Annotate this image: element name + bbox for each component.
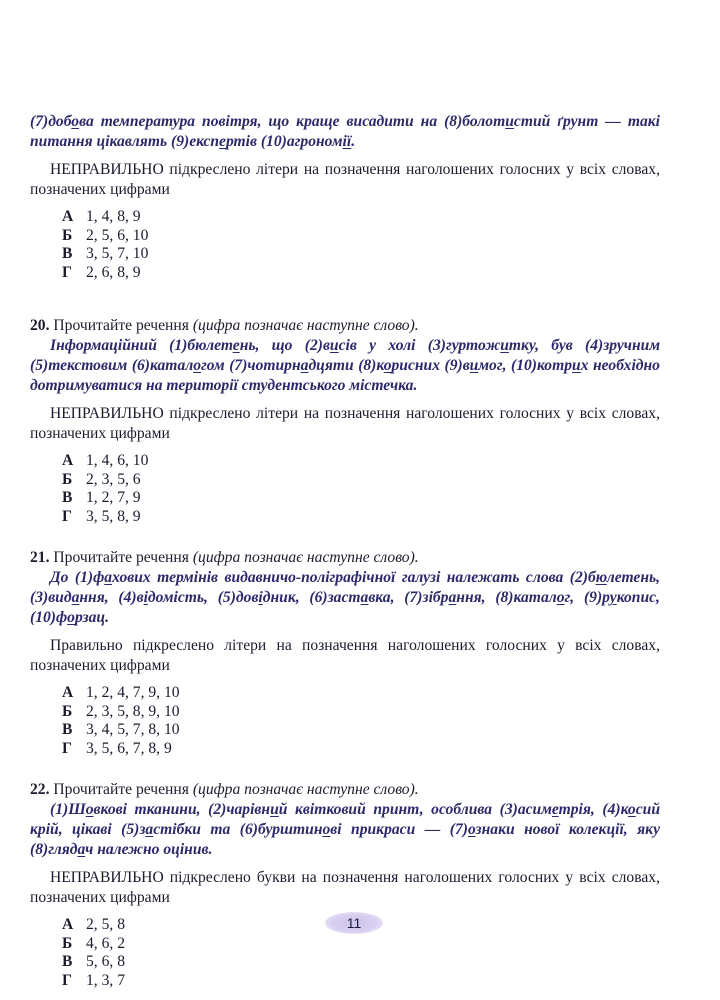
q22-question: НЕПРАВИЛЬНО підкреслено букви на позначення наголошених голосних у всіх словах, позначених цифрами (30, 869, 660, 906)
q21-intro-note: (цифра позначає наступне слово). (192, 549, 419, 566)
question-20 (30, 316, 660, 526)
q20-option-d[interactable]: Г 3, 5, 8, 9 (62, 507, 141, 525)
question-19 (30, 112, 660, 282)
q20-sentence: Інформаційний (1)бюлетень, що (2)висів у холі (3)гуртожитку, був (4)зручним (5)текстовим (6)каталогом (7)чотирнадцяти (8)корисних (9)вимог, (10)котрих необхідно дотримуватися на території студентського містечка. (30, 337, 660, 394)
q21-intro: Прочитайте речення (53, 549, 189, 566)
q19-option-a[interactable]: А 1, 4, 8, 9 (62, 208, 141, 225)
q22-intro: Прочитайте речення (53, 781, 189, 798)
q19-option-c[interactable]: В 3, 5, 7, 10 (62, 245, 149, 262)
q20-option-a[interactable]: А 1, 4, 6, 10 (62, 452, 149, 469)
q21-option-c[interactable]: В 3, 4, 5, 7, 8, 10 (62, 721, 180, 738)
q22-intro-note: (цифра позначає наступне слово). (192, 781, 419, 798)
q20-question: НЕПРАВИЛЬНО підкреслено літери на позначення наголошених голосних у всіх словах, позначених цифрами (30, 405, 660, 442)
q21-sentence: До (1)фахових термінів видавничо-поліграфічної галузі належать слова (2)бюлетень, (3)видання, (4)відомість, (5)довідник, (6)заставка, (7)зібрання, (8)каталог, (9)рукопис, (10)форзац. (30, 569, 660, 626)
q21-option-d[interactable]: Г 3, 5, 6, 7, 8, 9 (62, 739, 172, 757)
q22-option-a[interactable]: А 2, 5, 8 (62, 916, 125, 933)
q22-heading (30, 780, 660, 800)
q20-intro: Прочитайте речення (53, 317, 189, 334)
q22-sentence: (1)Шовкові тканини, (2)чарівний квітковий принт, особлива (3)асиметрія, (4)косий крій, цікаві (5)застібки та (6)бурштинові прикраси — (7)ознаки нової колекції, яку (8)глядач належно оцінив. (30, 801, 660, 858)
q22-option-c[interactable]: В 5, 6, 8 (62, 953, 125, 970)
q20-number: 20. (30, 317, 50, 334)
q20-heading (30, 316, 660, 336)
q21-question: Правильно підкреслено літери на позначення наголошених голосних у всіх словах, позначених цифрами (30, 637, 660, 674)
q22-number: 22. (30, 781, 50, 798)
q20-option-c[interactable]: В 1, 2, 7, 9 (62, 489, 141, 506)
q20-options (62, 452, 660, 526)
q19-options (62, 208, 660, 282)
q19-option-d[interactable]: Г 2, 6, 8, 9 (62, 263, 141, 281)
q21-option-a[interactable]: А 1, 2, 4, 7, 9, 10 (62, 684, 180, 701)
page-number: 11 (346, 915, 362, 931)
q22-option-b[interactable]: Б 4, 6, 2 (62, 934, 125, 952)
q21-heading (30, 548, 660, 568)
page-content (30, 112, 660, 990)
question-21 (30, 548, 660, 758)
q20-option-b[interactable]: Б 2, 3, 5, 6 (62, 470, 141, 488)
q21-option-b[interactable]: Б 2, 3, 5, 8, 9, 10 (62, 702, 180, 720)
q19-option-b[interactable]: Б 2, 5, 6, 10 (62, 226, 149, 244)
q19-sentence: (7)добова температура повітря, що краще висадити на (8)болотистий ґрунт — такі питання цікавлять (9)експертів (10)агрономії. (30, 113, 661, 150)
q21-options (62, 684, 660, 758)
page-number-badge (325, 912, 383, 934)
question-22 (30, 780, 660, 990)
q19-question: НЕПРАВИЛЬНО підкреслено літери на позначення наголошених голосних у всіх словах, позначених цифрами (30, 161, 660, 198)
q20-intro-note: (цифра позначає наступне слово). (192, 317, 419, 334)
q21-number: 21. (30, 549, 50, 566)
q22-option-d[interactable]: Г 1, 3, 7 (62, 971, 125, 989)
